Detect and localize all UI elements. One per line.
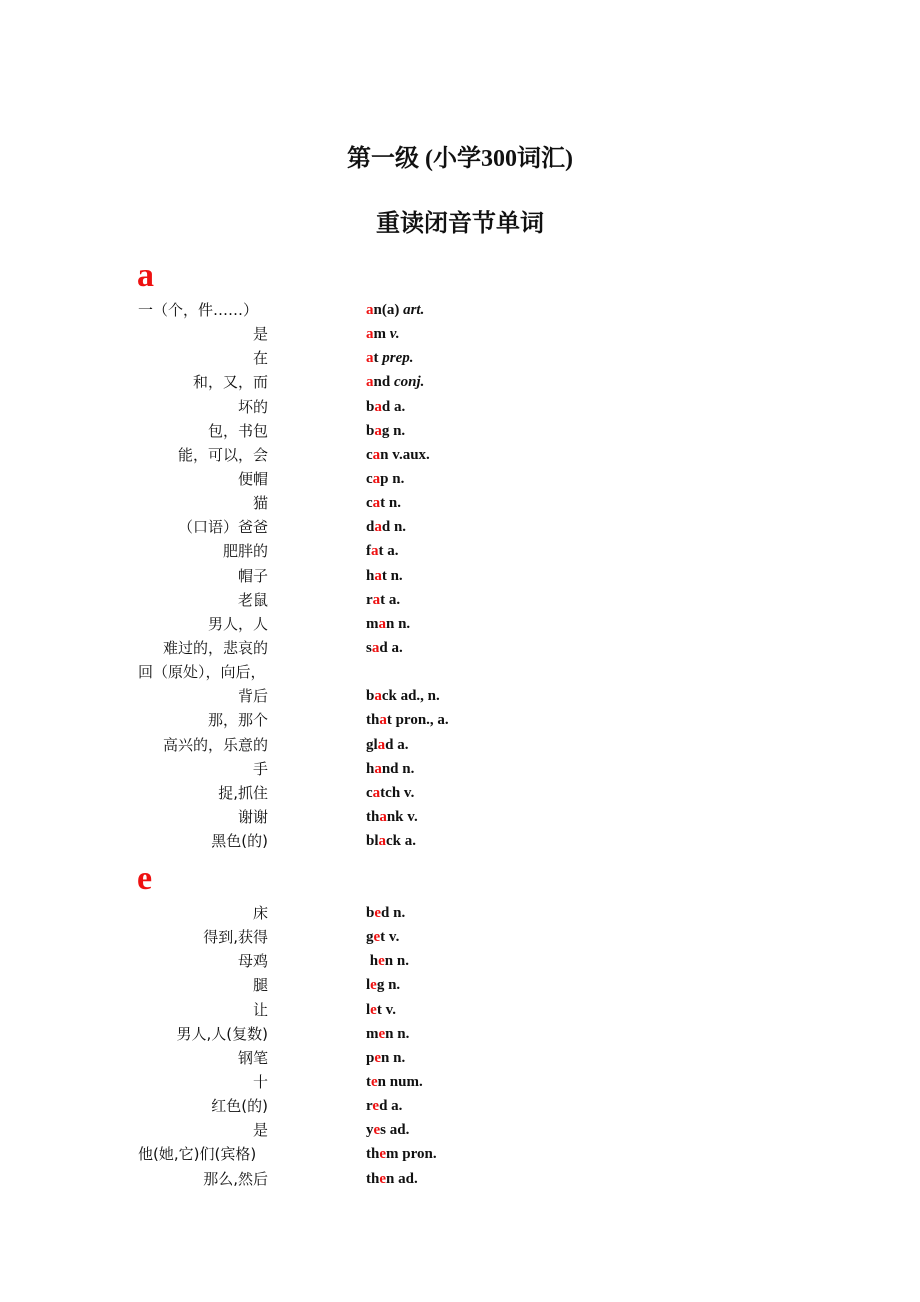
stressed-vowel: e (373, 929, 381, 946)
stressed-vowel: e (372, 1098, 380, 1115)
part-of-speech: conj. (393, 374, 425, 391)
vocab-row (0, 925, 920, 949)
part-of-speech: v. (388, 929, 400, 946)
stressed-vowel: a (366, 302, 374, 318)
part-of-speech: n. (393, 905, 406, 921)
word-suffix: d (379, 1098, 388, 1115)
word-prefix: h (366, 953, 379, 970)
word-prefix: th (366, 1170, 380, 1187)
chinese-meaning: 难过的，悲哀的 (162, 638, 268, 657)
word-prefix: th (366, 1146, 380, 1163)
word-prefix: s (366, 639, 372, 656)
english-word (366, 346, 414, 370)
part-of-speech: ad., n. (400, 688, 440, 705)
part-of-speech: n. (402, 760, 415, 777)
part-of-speech: v. (403, 784, 415, 801)
word-prefix: c (366, 784, 373, 801)
word-suffix: t (376, 1001, 382, 1018)
part-of-speech: v.aux. (392, 446, 430, 463)
part-of-speech: n. (393, 519, 407, 536)
chinese-meaning: （口语）爸爸 (177, 518, 268, 537)
vocab-row (0, 757, 920, 781)
chinese-meaning: 肥胖的 (222, 542, 268, 561)
part-of-speech: prep. (382, 350, 414, 367)
english-word (366, 636, 403, 660)
part-of-speech: v. (407, 808, 418, 825)
word-suffix: g (381, 422, 390, 439)
english-word (366, 1094, 402, 1118)
vocab-row (0, 1046, 920, 1070)
stressed-vowel: a (372, 495, 381, 512)
word-prefix: l (366, 977, 371, 994)
vocab-row (0, 515, 920, 539)
english-word (366, 419, 405, 443)
english-word (366, 467, 404, 491)
part-of-speech: n. (388, 977, 401, 994)
stressed-vowel: e (378, 1025, 386, 1042)
vocab-row (0, 419, 920, 443)
chinese-meaning: 男人,人(复数) (176, 1024, 268, 1043)
stressed-vowel: a (374, 760, 382, 777)
vocab-row (0, 1094, 920, 1118)
word-suffix: d (381, 398, 391, 415)
chinese-meaning: 捉,抓住 (218, 783, 268, 802)
stressed-vowel: a (377, 736, 386, 753)
word-prefix: b (366, 422, 375, 439)
word-prefix: b (366, 398, 375, 415)
vocab-row (0, 998, 920, 1022)
vocab-row (0, 805, 920, 829)
vocab-row (0, 467, 920, 491)
english-word (366, 998, 396, 1022)
vocab-row (0, 539, 920, 563)
word-suffix: d (381, 519, 391, 536)
word-suffix: n (380, 446, 389, 463)
word-suffix: m (386, 1146, 399, 1163)
word-suffix: t (380, 495, 386, 512)
chinese-meaning: 便帽 (237, 469, 268, 488)
chinese-meaning: 是 (252, 1121, 268, 1140)
vocab-row (0, 322, 920, 346)
part-of-speech: a. (388, 591, 401, 608)
vocab-row (0, 298, 920, 322)
stressed-vowel: e (378, 953, 385, 970)
word-prefix: f (366, 543, 371, 560)
vocab-row (0, 829, 920, 853)
chinese-meaning: 一（个，件……） (138, 301, 259, 319)
word-suffix: n (381, 1049, 390, 1066)
stressed-vowel: a (371, 639, 380, 656)
english-word (366, 1070, 423, 1094)
chinese-meaning: 猫 (252, 494, 268, 513)
word-prefix: th (366, 808, 380, 825)
section-letter-e: e (137, 860, 153, 897)
english-word (366, 1142, 437, 1166)
vocab-row (0, 973, 920, 997)
english-word (366, 298, 424, 322)
word-suffix: d (385, 736, 394, 753)
word-prefix: b (366, 905, 375, 921)
stressed-vowel: e (379, 1170, 387, 1187)
part-of-speech: a. (391, 639, 403, 656)
word-list-e (0, 901, 920, 1191)
word-prefix: r (366, 591, 373, 608)
vocab-row (0, 684, 920, 708)
english-word (366, 564, 403, 588)
vocab-row (0, 1022, 920, 1046)
word-prefix: h (366, 760, 375, 777)
part-of-speech: ad. (398, 1170, 418, 1187)
part-of-speech: n. (393, 422, 406, 439)
part-of-speech: n. (398, 615, 411, 632)
vocab-row (0, 901, 920, 925)
english-word (366, 949, 409, 973)
english-word (366, 491, 401, 515)
english-word (366, 733, 409, 757)
english-word (366, 757, 414, 781)
stressed-vowel: a (372, 784, 381, 801)
chinese-meaning: 包，书包 (207, 421, 268, 440)
english-word (366, 1022, 409, 1046)
word-prefix: l (366, 1001, 371, 1018)
word-suffix: t (381, 567, 387, 584)
english-word (366, 588, 400, 612)
vocab-row (0, 1142, 920, 1166)
chinese-meaning: 得到,获得 (203, 928, 268, 947)
english-word (366, 322, 400, 346)
chinese-meaning: 在 (252, 349, 268, 368)
chinese-meaning: 那么,然后 (203, 1169, 268, 1188)
chinese-meaning: 腿 (252, 976, 268, 995)
part-of-speech: n. (388, 495, 402, 512)
part-of-speech: v. (385, 1001, 397, 1018)
stressed-vowel: e (370, 977, 377, 994)
english-word (366, 684, 440, 708)
part-of-speech: pron. (402, 1146, 437, 1163)
word-prefix: r (366, 1098, 373, 1115)
vocab-row (0, 588, 920, 612)
stressed-vowel: a (374, 398, 382, 415)
word-suffix: nk (386, 808, 404, 825)
stressed-vowel: e (370, 1001, 377, 1018)
english-word (366, 805, 418, 829)
stressed-vowel: a (378, 615, 386, 632)
part-of-speech: n. (393, 1049, 406, 1066)
word-suffix: n (384, 953, 394, 970)
chinese-meaning: 十 (252, 1072, 268, 1091)
stressed-vowel: e (371, 1073, 378, 1090)
chinese-meaning: 老鼠 (237, 590, 268, 609)
stressed-vowel: e (379, 1146, 387, 1163)
part-of-speech: art. (403, 302, 425, 318)
stressed-vowel: a (374, 519, 382, 536)
word-suffix: n (385, 1025, 394, 1042)
chinese-meaning: 高兴的，乐意的 (162, 735, 268, 754)
part-of-speech: a. (397, 736, 409, 753)
chinese-meaning: 是 (252, 325, 268, 344)
word-prefix: th (366, 712, 380, 729)
english-word (366, 901, 405, 925)
vocab-row (0, 612, 920, 636)
word-suffix: nd (381, 760, 399, 777)
part-of-speech: a. (391, 1098, 403, 1115)
word-suffix: t (378, 543, 384, 560)
word-suffix: t (373, 350, 379, 367)
part-of-speech: a. (404, 833, 417, 850)
word-prefix: gl (366, 736, 378, 753)
vocab-row (0, 491, 920, 515)
chinese-meaning: 钢笔 (237, 1048, 268, 1067)
stressed-vowel: e (373, 1122, 381, 1139)
vocab-row (0, 660, 920, 684)
word-suffix: p (380, 470, 389, 487)
stressed-vowel: a (379, 712, 387, 729)
word-suffix: d (379, 639, 388, 656)
chinese-meaning: 床 (252, 904, 268, 922)
word-suffix: n (377, 1073, 387, 1090)
stressed-vowel: a (366, 350, 374, 367)
stressed-vowel: a (374, 567, 382, 584)
part-of-speech: n. (392, 470, 405, 487)
chinese-meaning: 手 (252, 759, 268, 778)
vocab-row (0, 708, 920, 732)
vocab-row (0, 564, 920, 588)
word-prefix: h (366, 567, 375, 584)
chinese-meaning: 黑色(的) (211, 832, 268, 851)
part-of-speech: a. (393, 398, 406, 415)
chinese-meaning: 能，可以，会 (177, 445, 268, 464)
english-word (366, 829, 416, 853)
part-of-speech: pron., a. (395, 712, 449, 729)
vocab-row (0, 346, 920, 370)
chinese-meaning: 和，又，而 (192, 373, 268, 392)
word-suffix: d (381, 905, 390, 921)
english-word (366, 539, 399, 563)
part-of-speech: n. (396, 953, 409, 970)
part-of-speech: v. (389, 326, 400, 343)
word-prefix: g (366, 929, 374, 946)
chinese-meaning: 回（原处），向后， (138, 663, 266, 682)
stressed-vowel: a (372, 470, 381, 487)
word-suffix: t (380, 929, 386, 946)
word-suffix: nd (373, 374, 391, 391)
word-prefix: b (366, 688, 375, 705)
word-prefix: c (366, 446, 373, 463)
word-prefix: m (366, 1025, 379, 1042)
vocab-row (0, 781, 920, 805)
word-suffix: tch (380, 784, 401, 801)
section-letter-a: a (137, 257, 154, 294)
vocab-row (0, 733, 920, 757)
chinese-meaning: 母鸡 (237, 952, 268, 971)
word-prefix: c (366, 495, 373, 512)
word-prefix: p (366, 1049, 375, 1066)
stressed-vowel: a (366, 374, 374, 391)
vocab-row (0, 443, 920, 467)
vocab-row (0, 636, 920, 660)
english-word (366, 1046, 405, 1070)
word-suffix: ck (381, 688, 397, 705)
vocab-row (0, 1167, 920, 1191)
stressed-vowel: a (372, 446, 381, 463)
vocab-row (0, 1118, 920, 1142)
vocab-row (0, 1070, 920, 1094)
chinese-meaning: 帽子 (237, 566, 268, 585)
english-word (366, 370, 424, 394)
word-suffix: n (386, 615, 395, 632)
chinese-meaning: 红色(的) (211, 1097, 268, 1116)
stressed-vowel: a (372, 591, 381, 608)
english-word (366, 1167, 418, 1191)
word-suffix: g (376, 977, 385, 994)
english-word (366, 708, 449, 732)
word-prefix: bl (366, 833, 379, 850)
word-prefix: c (366, 470, 373, 487)
stressed-vowel: a (379, 808, 387, 825)
stressed-vowel: a (374, 688, 382, 705)
word-prefix: t (366, 1073, 371, 1090)
word-suffix: m (373, 326, 386, 343)
english-word (366, 612, 410, 636)
word-suffix: n (386, 1170, 395, 1187)
page-subtitle: 重读闭音节单词 (376, 211, 544, 237)
word-suffix: n(a) (373, 302, 400, 318)
english-word (366, 515, 406, 539)
word-suffix: ck (386, 833, 402, 850)
stressed-vowel: a (371, 543, 379, 560)
stressed-vowel: e (374, 905, 382, 921)
vocab-row (0, 395, 920, 419)
vocab-row (0, 949, 920, 973)
word-prefix: y (366, 1122, 374, 1139)
vocab-row (0, 370, 920, 394)
part-of-speech: num. (389, 1073, 423, 1090)
english-word (366, 1118, 409, 1142)
word-suffix: s (380, 1122, 387, 1139)
word-suffix: t (380, 591, 386, 608)
word-list-a (0, 298, 920, 853)
page-title: 第一级 (小学300词汇) (347, 146, 573, 172)
english-word (366, 973, 400, 997)
word-suffix: t (386, 712, 392, 729)
english-word (366, 925, 399, 949)
part-of-speech: a. (387, 543, 399, 560)
part-of-speech: n. (390, 567, 403, 584)
part-of-speech: n. (397, 1025, 410, 1042)
stressed-vowel: a (366, 326, 374, 343)
stressed-vowel: a (378, 833, 387, 850)
chinese-meaning: 谢谢 (237, 807, 268, 826)
part-of-speech: ad. (389, 1122, 410, 1139)
stressed-vowel: a (374, 422, 382, 439)
chinese-meaning: 他(她,它)们(宾格) (138, 1145, 257, 1164)
english-word (366, 781, 414, 805)
chinese-meaning: 那，那个 (207, 711, 268, 730)
chinese-meaning: 男人，人 (207, 614, 268, 633)
word-prefix: m (366, 615, 379, 632)
chinese-meaning: 背后 (237, 687, 268, 706)
word-prefix: d (366, 519, 375, 536)
stressed-vowel: e (374, 1049, 382, 1066)
chinese-meaning: 坏的 (237, 397, 268, 416)
english-word (366, 443, 430, 467)
chinese-meaning: 让 (252, 1000, 268, 1019)
english-word (366, 395, 405, 419)
